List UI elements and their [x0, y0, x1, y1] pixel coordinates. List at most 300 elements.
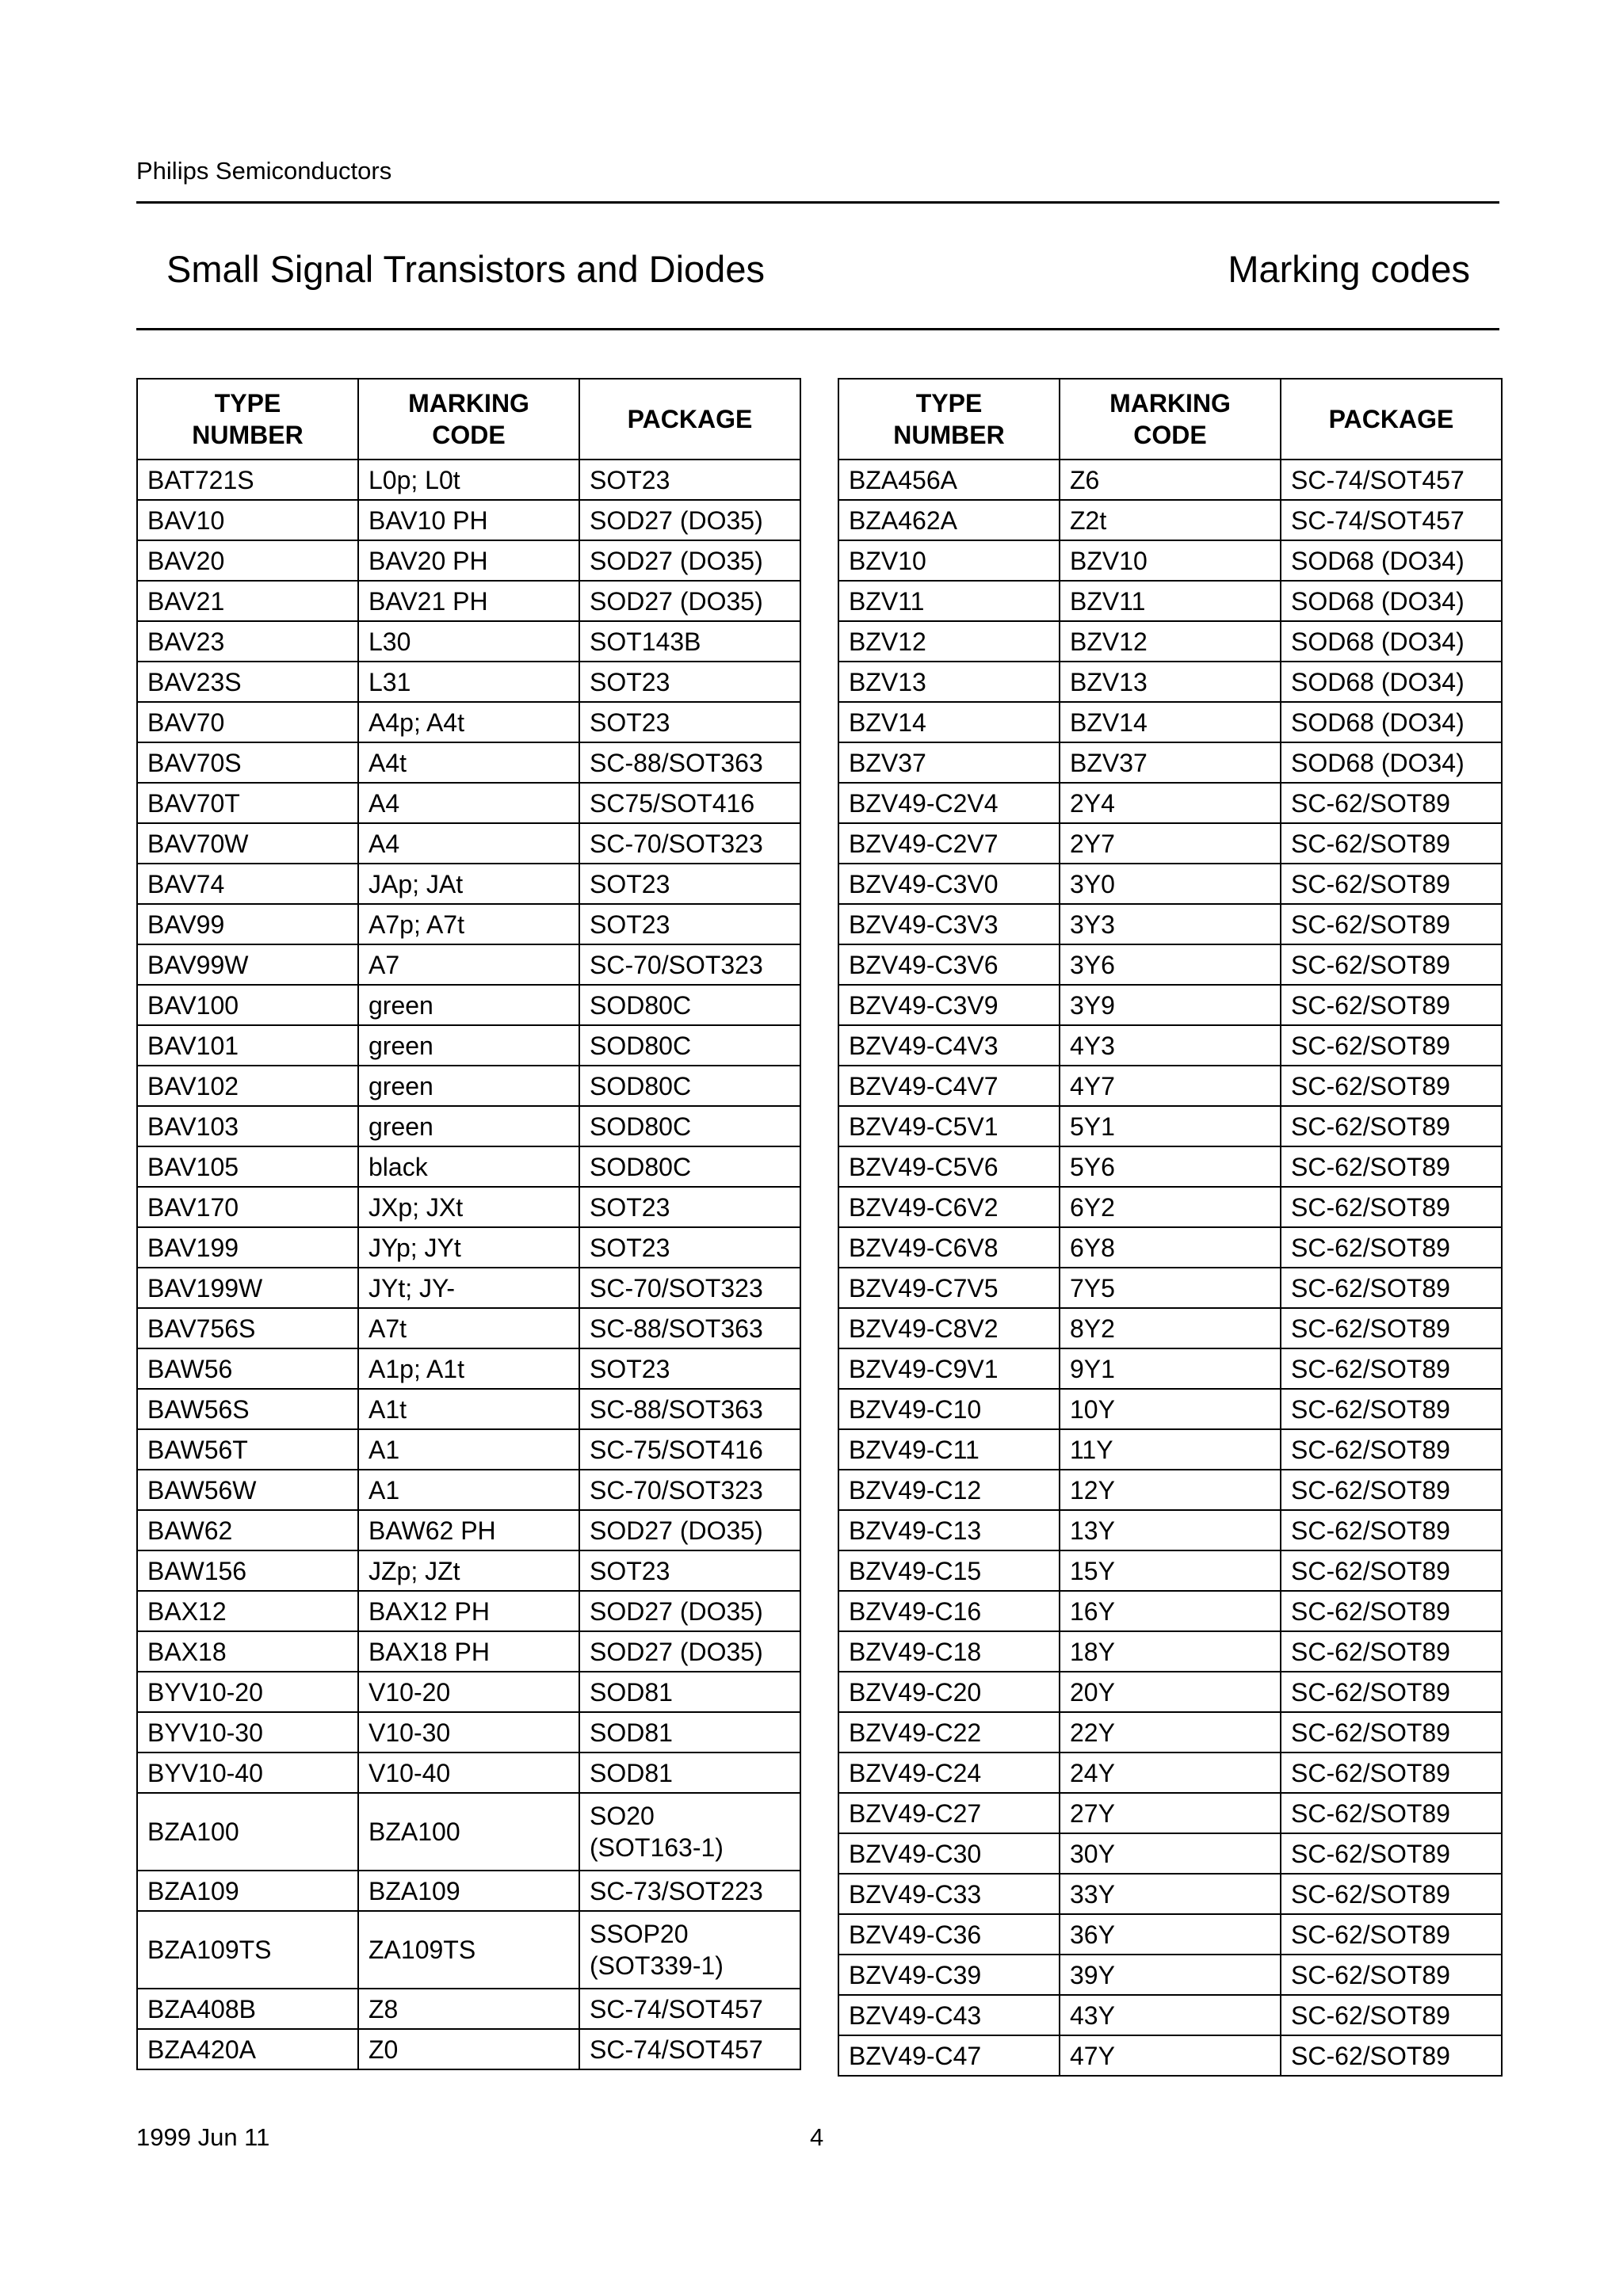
table-row [838, 1348, 1502, 1389]
type-number-cell: BZV49-C8V2 [838, 1308, 1060, 1348]
marking-code-cell: Z6 [1060, 460, 1281, 500]
type-number-cell: BZV49-C4V3 [838, 1025, 1060, 1066]
table-row [838, 702, 1502, 742]
package-cell: SC-62/SOT89 [1281, 1227, 1502, 1268]
table-row [838, 823, 1502, 864]
package-cell: SOD80C [579, 1025, 800, 1066]
marking-table-right [838, 378, 1503, 2077]
package-cell: SC-62/SOT89 [1281, 1672, 1502, 1712]
type-number-cell: BZV49-C15 [838, 1550, 1060, 1591]
footer-date: 1999 Jun 11 [136, 2123, 270, 2151]
type-number-cell: BAV74 [137, 864, 358, 904]
table-row [838, 1025, 1502, 1066]
type-number-cell: BZA109TS [137, 1911, 358, 1989]
type-number-cell: BZV49-C13 [838, 1510, 1060, 1550]
type-number-cell: BAV199 [137, 1227, 358, 1268]
type-number-cell: BZA109 [137, 1871, 358, 1911]
type-number-cell: BAV102 [137, 1066, 358, 1106]
marking-code-cell: A1 [358, 1429, 579, 1470]
table-body-right [838, 460, 1502, 2076]
table-row [137, 864, 800, 904]
type-number-cell: BAV10 [137, 500, 358, 540]
table-row [137, 1712, 800, 1753]
marking-code-cell: 6Y8 [1060, 1227, 1281, 1268]
package-cell: SOD27 (DO35) [579, 500, 800, 540]
table-row [838, 500, 1502, 540]
table-row [137, 944, 800, 985]
marking-code-cell: A1t [358, 1389, 579, 1429]
package-cell: SOD27 (DO35) [579, 581, 800, 621]
type-number-cell: BAV105 [137, 1146, 358, 1187]
marking-code-cell: A4t [358, 742, 579, 783]
marking-code-cell: BZA100 [358, 1793, 579, 1871]
type-number-cell: BZA462A [838, 500, 1060, 540]
marking-code-cell: 9Y1 [1060, 1348, 1281, 1389]
marking-code-cell: BAW62 PH [358, 1510, 579, 1550]
type-number-cell: BAT721S [137, 460, 358, 500]
marking-code-cell: Z2t [1060, 500, 1281, 540]
table-row [838, 1268, 1502, 1308]
table-row [838, 1106, 1502, 1146]
type-number-cell: BZA420A [137, 2029, 358, 2069]
marking-code-cell: 3Y0 [1060, 864, 1281, 904]
table-body-left [137, 460, 800, 2069]
package-cell: SOT23 [579, 1550, 800, 1591]
marking-code-cell: A1p; A1t [358, 1348, 579, 1389]
type-number-cell: BZV49-C3V0 [838, 864, 1060, 904]
table-row [137, 662, 800, 702]
marking-code-cell: Z8 [358, 1989, 579, 2029]
table-row [137, 1348, 800, 1389]
marking-code-cell: JXp; JXt [358, 1187, 579, 1227]
table-row [137, 1911, 800, 1989]
marking-code-cell: BZV12 [1060, 621, 1281, 662]
header-rule-bottom [136, 328, 1499, 330]
package-cell: SC-62/SOT89 [1281, 1712, 1502, 1753]
package-cell: SC-62/SOT89 [1281, 1268, 1502, 1308]
table-row [137, 1227, 800, 1268]
type-number-cell: BAX12 [137, 1591, 358, 1631]
marking-code-cell: 33Y [1060, 1874, 1281, 1914]
type-number-cell: BZV49-C16 [838, 1591, 1060, 1631]
table-row [137, 1631, 800, 1672]
type-number-cell: BZA456A [838, 460, 1060, 500]
type-number-cell: BAV99W [137, 944, 358, 985]
table-row [838, 1389, 1502, 1429]
type-number-cell: BAV23 [137, 621, 358, 662]
marking-code-cell: 4Y3 [1060, 1025, 1281, 1066]
table-row [838, 621, 1502, 662]
marking-code-cell: 5Y1 [1060, 1106, 1281, 1146]
type-number-cell: BAV20 [137, 540, 358, 581]
package-cell: SC-70/SOT323 [579, 1268, 800, 1308]
package-cell: SC75/SOT416 [579, 783, 800, 823]
marking-code-cell: 11Y [1060, 1429, 1281, 1470]
type-number-cell: BZV49-C6V8 [838, 1227, 1060, 1268]
marking-code-cell: 3Y9 [1060, 985, 1281, 1025]
table-row [838, 1470, 1502, 1510]
table-row [838, 944, 1502, 985]
marking-code-cell: 27Y [1060, 1793, 1281, 1833]
table-row [137, 1146, 800, 1187]
marking-code-cell: green [358, 1025, 579, 1066]
package-cell: SC-88/SOT363 [579, 1308, 800, 1348]
package-cell: SOD81 [579, 1712, 800, 1753]
package-cell: SC-62/SOT89 [1281, 1106, 1502, 1146]
type-number-cell: BZV49-C18 [838, 1631, 1060, 1672]
package-cell: SOD68 (DO34) [1281, 742, 1502, 783]
type-number-cell: BAW156 [137, 1550, 358, 1591]
type-number-cell: BZV49-C3V3 [838, 904, 1060, 944]
table-header-row [137, 379, 800, 460]
marking-code-cell: ZA109TS [358, 1911, 579, 1989]
marking-code-cell: green [358, 1106, 579, 1146]
table-row [137, 1510, 800, 1550]
table-row [137, 1308, 800, 1348]
marking-code-cell: V10-30 [358, 1712, 579, 1753]
type-number-cell: BAV101 [137, 1025, 358, 1066]
marking-code-cell: 16Y [1060, 1591, 1281, 1631]
marking-code-cell: A4 [358, 783, 579, 823]
table-row [838, 864, 1502, 904]
package-cell: SOD27 (DO35) [579, 1591, 800, 1631]
type-number-cell: BZV49-C5V1 [838, 1106, 1060, 1146]
table-row [838, 1955, 1502, 1995]
marking-code-cell: 2Y4 [1060, 783, 1281, 823]
marking-code-cell: 18Y [1060, 1631, 1281, 1672]
table-row [137, 1591, 800, 1631]
table-row [838, 1146, 1502, 1187]
marking-code-cell: V10-20 [358, 1672, 579, 1712]
marking-code-cell: 15Y [1060, 1550, 1281, 1591]
type-number-cell: BAW62 [137, 1510, 358, 1550]
marking-code-cell: 22Y [1060, 1712, 1281, 1753]
type-number-cell: BAV170 [137, 1187, 358, 1227]
marking-table-left [136, 378, 801, 2070]
package-cell: SC-62/SOT89 [1281, 1308, 1502, 1348]
table-row [137, 1429, 800, 1470]
package-cell: SC-62/SOT89 [1281, 1025, 1502, 1066]
type-number-cell: BZV49-C9V1 [838, 1348, 1060, 1389]
table-row [137, 1672, 800, 1712]
package-cell: SOT23 [579, 702, 800, 742]
package-cell: SC-75/SOT416 [579, 1429, 800, 1470]
table-row [838, 581, 1502, 621]
package-cell: SC-62/SOT89 [1281, 1146, 1502, 1187]
table-row [838, 1429, 1502, 1470]
package-cell: SC-62/SOT89 [1281, 1429, 1502, 1470]
column-header-package: PACKAGE [1281, 379, 1502, 460]
type-number-cell: BZV49-C7V5 [838, 1268, 1060, 1308]
table-row [838, 985, 1502, 1025]
type-number-cell: BAV23S [137, 662, 358, 702]
type-number-cell: BZV13 [838, 662, 1060, 702]
package-cell: SOT23 [579, 904, 800, 944]
package-cell: SC-62/SOT89 [1281, 1389, 1502, 1429]
marking-code-cell: V10-40 [358, 1753, 579, 1793]
table-row [137, 581, 800, 621]
package-cell: SC-62/SOT89 [1281, 1470, 1502, 1510]
package-cell: SOD27 (DO35) [579, 1631, 800, 1672]
table-row [137, 1753, 800, 1793]
package-cell: SC-62/SOT89 [1281, 2035, 1502, 2076]
package-cell: SC-62/SOT89 [1281, 944, 1502, 985]
table-row [838, 1591, 1502, 1631]
table-row [137, 783, 800, 823]
table-row [137, 1550, 800, 1591]
marking-code-cell: BAX12 PH [358, 1591, 579, 1631]
table-row [838, 1833, 1502, 1874]
marking-code-cell: 12Y [1060, 1470, 1281, 1510]
type-number-cell: BZV49-C24 [838, 1753, 1060, 1793]
type-number-cell: BZV49-C39 [838, 1955, 1060, 1995]
marking-code-cell: black [358, 1146, 579, 1187]
marking-code-cell: BAV10 PH [358, 500, 579, 540]
table-row [838, 2035, 1502, 2076]
type-number-cell: BZV49-C30 [838, 1833, 1060, 1874]
marking-code-cell: JYp; JYt [358, 1227, 579, 1268]
type-number-cell: BZV49-C33 [838, 1874, 1060, 1914]
table-row [838, 540, 1502, 581]
table-row [137, 1793, 800, 1871]
package-cell: SSOP20 (SOT339-1) [579, 1911, 800, 1989]
table-row [838, 1510, 1502, 1550]
table-row [137, 500, 800, 540]
marking-code-cell: A4p; A4t [358, 702, 579, 742]
type-number-cell: BAV199W [137, 1268, 358, 1308]
package-cell: SOT23 [579, 662, 800, 702]
marking-code-cell: 2Y7 [1060, 823, 1281, 864]
package-cell: SOD80C [579, 985, 800, 1025]
page-number: 4 [810, 2123, 824, 2151]
type-number-cell: BAV99 [137, 904, 358, 944]
table-header-row [838, 379, 1502, 460]
table-row [137, 540, 800, 581]
package-cell: SC-62/SOT89 [1281, 1066, 1502, 1106]
type-number-cell: BAV70 [137, 702, 358, 742]
table-row [838, 460, 1502, 500]
marking-code-cell: A1 [358, 1470, 579, 1510]
marking-code-cell: 43Y [1060, 1995, 1281, 2035]
type-number-cell: BAX18 [137, 1631, 358, 1672]
marking-code-cell: 39Y [1060, 1955, 1281, 1995]
header-rule-top [136, 201, 1499, 204]
marking-code-cell: A7t [358, 1308, 579, 1348]
table-row [838, 1874, 1502, 1914]
type-number-cell: BZV49-C11 [838, 1429, 1060, 1470]
package-cell: SC-74/SOT457 [1281, 460, 1502, 500]
table-row [838, 1227, 1502, 1268]
package-cell: SOD81 [579, 1753, 800, 1793]
table-row [838, 1187, 1502, 1227]
package-cell: SC-62/SOT89 [1281, 1914, 1502, 1955]
column-header-marking-code: MARKING CODE [358, 379, 579, 460]
marking-code-cell: JZp; JZt [358, 1550, 579, 1591]
table-row [137, 1025, 800, 1066]
table-row [137, 1187, 800, 1227]
package-cell: SC-62/SOT89 [1281, 985, 1502, 1025]
table-row [137, 1066, 800, 1106]
type-number-cell: BAV70W [137, 823, 358, 864]
marking-code-cell: A4 [358, 823, 579, 864]
package-cell: SOD68 (DO34) [1281, 702, 1502, 742]
package-cell: SOT23 [579, 460, 800, 500]
type-number-cell: BZV49-C6V2 [838, 1187, 1060, 1227]
package-cell: SC-62/SOT89 [1281, 1550, 1502, 1591]
package-cell: SC-62/SOT89 [1281, 783, 1502, 823]
type-number-cell: BAV70S [137, 742, 358, 783]
package-cell: SC-70/SOT323 [579, 944, 800, 985]
marking-code-cell: BZV11 [1060, 581, 1281, 621]
marking-code-cell: JYt; JY- [358, 1268, 579, 1308]
section-title: Marking codes [1228, 248, 1470, 290]
type-number-cell: BZV49-C4V7 [838, 1066, 1060, 1106]
table-row [137, 1989, 800, 2029]
type-number-cell: BZV49-C43 [838, 1995, 1060, 2035]
marking-code-cell: green [358, 1066, 579, 1106]
company-name: Philips Semiconductors [136, 157, 392, 185]
type-number-cell: BZV49-C27 [838, 1793, 1060, 1833]
table-row [838, 1793, 1502, 1833]
marking-code-cell: 30Y [1060, 1833, 1281, 1874]
type-number-cell: BAV70T [137, 783, 358, 823]
table-row [838, 1066, 1502, 1106]
type-number-cell: BYV10-20 [137, 1672, 358, 1712]
table-row [838, 1550, 1502, 1591]
marking-code-cell: A7p; A7t [358, 904, 579, 944]
type-number-cell: BYV10-30 [137, 1712, 358, 1753]
package-cell: SC-62/SOT89 [1281, 1591, 1502, 1631]
package-cell: SC-88/SOT363 [579, 742, 800, 783]
type-number-cell: BZV49-C3V6 [838, 944, 1060, 985]
package-cell: SC-62/SOT89 [1281, 1348, 1502, 1389]
type-number-cell: BZV49-C20 [838, 1672, 1060, 1712]
column-header-type-number: TYPE NUMBER [137, 379, 358, 460]
marking-code-cell: BZV14 [1060, 702, 1281, 742]
table-row [838, 1308, 1502, 1348]
column-header-marking-code: MARKING CODE [1060, 379, 1281, 460]
package-cell: SOT143B [579, 621, 800, 662]
package-cell: SOD80C [579, 1146, 800, 1187]
type-number-cell: BZV49-C12 [838, 1470, 1060, 1510]
package-cell: SOD68 (DO34) [1281, 621, 1502, 662]
package-cell: SOD68 (DO34) [1281, 662, 1502, 702]
document-title: Small Signal Transistors and Diodes [166, 248, 765, 290]
package-cell: SC-88/SOT363 [579, 1389, 800, 1429]
marking-code-cell: BAV20 PH [358, 540, 579, 581]
table-row [137, 823, 800, 864]
package-cell: SC-62/SOT89 [1281, 904, 1502, 944]
table-row [838, 1672, 1502, 1712]
table-row [838, 1631, 1502, 1672]
table-row [137, 460, 800, 500]
marking-code-cell: 4Y7 [1060, 1066, 1281, 1106]
type-number-cell: BAV21 [137, 581, 358, 621]
package-cell: SC-73/SOT223 [579, 1871, 800, 1911]
table-row [137, 621, 800, 662]
table-row [838, 662, 1502, 702]
table-row [838, 1914, 1502, 1955]
marking-code-cell: BAV21 PH [358, 581, 579, 621]
package-cell: SC-62/SOT89 [1281, 1793, 1502, 1833]
package-cell: SOD81 [579, 1672, 800, 1712]
table-row [838, 1995, 1502, 2035]
marking-code-cell: 8Y2 [1060, 1308, 1281, 1348]
package-cell: SC-62/SOT89 [1281, 1874, 1502, 1914]
package-cell: SOD68 (DO34) [1281, 540, 1502, 581]
marking-code-cell: BZV37 [1060, 742, 1281, 783]
type-number-cell: BZV49-C22 [838, 1712, 1060, 1753]
package-cell: SC-70/SOT323 [579, 1470, 800, 1510]
marking-code-cell: JAp; JAt [358, 864, 579, 904]
package-cell: SOT23 [579, 1348, 800, 1389]
marking-code-cell: BAX18 PH [358, 1631, 579, 1672]
column-header-type-number: TYPE NUMBER [838, 379, 1060, 460]
table-row [838, 1712, 1502, 1753]
package-cell: SC-62/SOT89 [1281, 1995, 1502, 2035]
type-number-cell: BZV49-C47 [838, 2035, 1060, 2076]
package-cell: SC-62/SOT89 [1281, 864, 1502, 904]
type-number-cell: BZV12 [838, 621, 1060, 662]
type-number-cell: BZV49-C2V4 [838, 783, 1060, 823]
type-number-cell: BZV10 [838, 540, 1060, 581]
table-row [137, 2029, 800, 2069]
table-row [137, 985, 800, 1025]
type-number-cell: BZV49-C2V7 [838, 823, 1060, 864]
table-row [137, 742, 800, 783]
type-number-cell: BYV10-40 [137, 1753, 358, 1793]
marking-code-cell: 24Y [1060, 1753, 1281, 1793]
marking-code-cell: 13Y [1060, 1510, 1281, 1550]
table-row [838, 904, 1502, 944]
type-number-cell: BZA408B [137, 1989, 358, 2029]
type-number-cell: BZV49-C5V6 [838, 1146, 1060, 1187]
package-cell: SOT23 [579, 864, 800, 904]
type-number-cell: BAV756S [137, 1308, 358, 1348]
type-number-cell: BAV103 [137, 1106, 358, 1146]
table-row [137, 702, 800, 742]
table-row [838, 1753, 1502, 1793]
marking-code-cell: 20Y [1060, 1672, 1281, 1712]
marking-code-cell: BZV10 [1060, 540, 1281, 581]
table-row [137, 1871, 800, 1911]
type-number-cell: BZV49-C10 [838, 1389, 1060, 1429]
package-cell: SC-74/SOT457 [579, 2029, 800, 2069]
table-row [137, 1389, 800, 1429]
table-row [838, 783, 1502, 823]
marking-code-cell: BZV13 [1060, 662, 1281, 702]
type-number-cell: BZV49-C36 [838, 1914, 1060, 1955]
type-number-cell: BZV49-C3V9 [838, 985, 1060, 1025]
type-number-cell: BZV11 [838, 581, 1060, 621]
type-number-cell: BZV14 [838, 702, 1060, 742]
type-number-cell: BAV100 [137, 985, 358, 1025]
table-row [137, 1106, 800, 1146]
type-number-cell: BAW56T [137, 1429, 358, 1470]
package-cell: SO20 (SOT163-1) [579, 1793, 800, 1871]
package-cell: SC-62/SOT89 [1281, 1631, 1502, 1672]
marking-code-cell: 3Y6 [1060, 944, 1281, 985]
marking-code-cell: green [358, 985, 579, 1025]
type-number-cell: BAW56 [137, 1348, 358, 1389]
marking-code-cell: 47Y [1060, 2035, 1281, 2076]
marking-code-cell: Z0 [358, 2029, 579, 2069]
package-cell: SC-74/SOT457 [1281, 500, 1502, 540]
type-number-cell: BZV37 [838, 742, 1060, 783]
package-cell: SC-62/SOT89 [1281, 1510, 1502, 1550]
marking-code-cell: A7 [358, 944, 579, 985]
marking-code-cell: BZA109 [358, 1871, 579, 1911]
